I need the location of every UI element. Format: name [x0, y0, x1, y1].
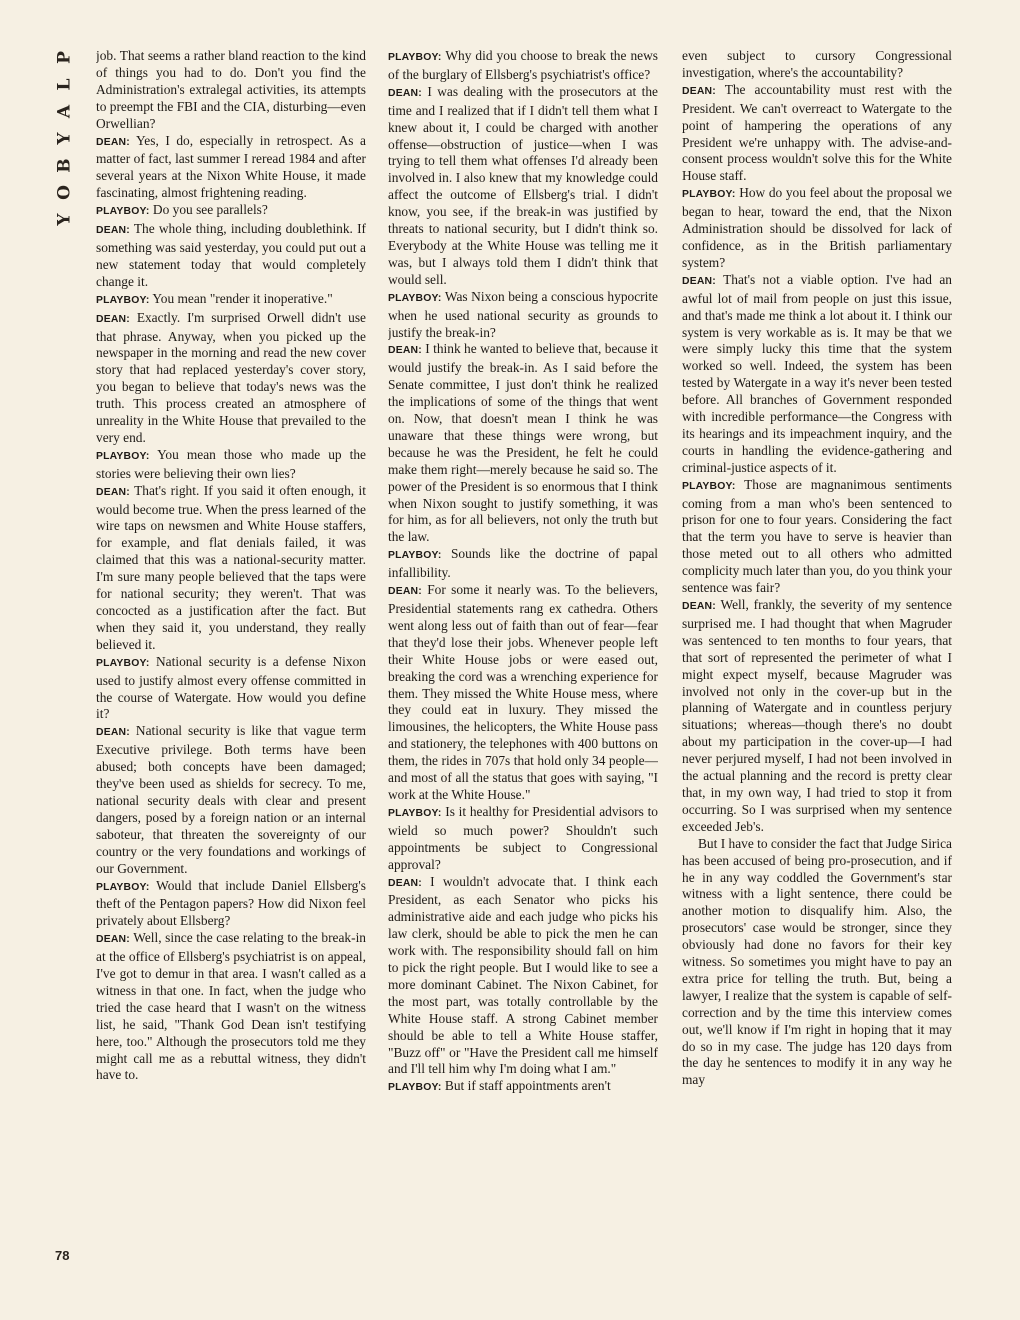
- paragraph-text: Was Nixon being a conscious hypocrite when he used national security as grounds to justify the break-in?: [388, 288, 658, 340]
- speaker-label: DEAN:: [96, 934, 130, 946]
- speaker-label: DEAN:: [388, 877, 422, 889]
- paragraph-text: Well, frankly, the severity of my sentence surprised me. I had thought that when Magruder was sentenced to ten months to four years, that that sort of represented the perimeter of what I might expect myself, because Magruder was involved not only in the cover-up but in the planning of Watergate and in countless perjury situations; whereas—though there's no doubt about my participation in the cover-up—I had never perjured myself, I had not been involved in the actual planning and the record is pretty clear that, in my own way, I had tried to stop it from occurring. So I was surprised when my sentence exceeded Jeb's.: [682, 597, 952, 834]
- speaker-label: PLAYBOY:: [388, 1082, 442, 1094]
- paragraph-text: Is it healthy for Presidential advisors to wield so much power? Shouldn't such appointments be subject to Congressional approval?: [388, 803, 658, 872]
- speaker-label: DEAN:: [96, 727, 130, 739]
- paragraph-text: Why did you choose to break the news of the burglary of Ellsberg's psychiatrist's office?: [388, 48, 658, 82]
- speaker-label: DEAN:: [388, 345, 422, 357]
- paragraph-text: National security is like that vague term Executive privilege. Both terms have been abused; both concepts have been damaged; they've been used as shields for secrecy. To me, national security deals with clear and present dangers, posed by a foreign nation or an internal saboteur, that threaten the sovereignty of our country or the very foundations and workings of our Government.: [96, 723, 366, 876]
- masthead-letter: B: [54, 158, 75, 173]
- paragraph-text: I was dealing with the prosecutors at the time and I realized that if I didn't tell them what I knew about it, I could be charged with another offense—obstruction of justice—when I was trying to tell them what offenses I'd already been involved in. I also knew that my knowledge could affect the outcome of Ellsberg's trial. I didn't know, you see, if the break-in was justified by threats to national security, but I didn't think so. Everybody at the White House was telling me it was, but I always told them I didn't think that would sell.: [388, 83, 658, 287]
- speaker-label: PLAYBOY:: [388, 807, 442, 819]
- masthead-letter: O: [54, 185, 75, 200]
- speaker-label: PLAYBOY:: [96, 657, 150, 669]
- paragraph-text: Yes, I do, especially in retrospect. As a matter of fact, last summer I reread 1984 and after several years at the Nixon White House, it made fascinating, almost frightening reading.: [96, 132, 366, 201]
- speaker-label: PLAYBOY:: [388, 292, 442, 304]
- masthead-letter: Y: [54, 132, 75, 145]
- interview-paragraph: [96, 930, 366, 1084]
- page-number: 78: [55, 1248, 70, 1263]
- speaker-label: DEAN:: [682, 275, 716, 287]
- interview-paragraph: [682, 185, 952, 272]
- interview-paragraph: [388, 804, 658, 874]
- speaker-label: PLAYBOY:: [388, 52, 442, 63]
- interview-paragraph: [388, 341, 658, 546]
- interview-paragraph: [388, 582, 658, 804]
- text-column-3: [682, 48, 952, 1263]
- paragraph-text: National security is a defense Nixon used to justify almost every offense committed in the course of Watergate. How would you define it?: [96, 653, 366, 722]
- speaker-label: DEAN:: [682, 85, 716, 97]
- speaker-label: PLAYBOY:: [96, 450, 150, 462]
- speaker-label: DEAN:: [96, 225, 130, 237]
- speaker-label: PLAYBOY:: [682, 189, 736, 201]
- masthead-letter: Y: [54, 213, 75, 226]
- interview-paragraph: [682, 82, 952, 185]
- masthead-letter: A: [54, 104, 75, 119]
- interview-paragraph: [388, 289, 658, 342]
- paragraph-text: I wouldn't advocate that. I think each President, as each Senator who picks his administrative aide and each judge who picks his law clerk, should be able to pick the men he can work with. The responsibility should fall on him to pick the right people. But I would like to see a more dominant Cabinet. The Nixon Cabinet, for the most part, was totally controllable by the White House staff. A strong Cabinet member should be able to tell a White House staffer, "Buzz off" or "Have the President call me himself and I'll tell him why I'm doing what I am.": [388, 873, 658, 1077]
- interview-paragraph: [96, 654, 366, 724]
- magazine-masthead: [54, 44, 76, 233]
- paragraph-text: Do you see parallels?: [152, 202, 268, 218]
- speaker-label: DEAN:: [388, 87, 422, 99]
- paragraph-text: even subject to cursory Congressional investigation, where's the accountability?: [682, 48, 952, 80]
- paragraph-text: I think he wanted to believe that, because it would justify the break-in. As I said before the Senate committee, I just don't think he realized the implications of some of the things that went on. Now, that doesn't mean I think he was unaware that these things were wrong, but because he was the President, he felt he could make them right—merely because he said so. The power of the President is so enormous that I think when Nixon sought to justify something, it was for him, as for all believers, not only the truth but the law.: [388, 341, 658, 545]
- paragraph-text: You mean those who made up the stories were believing their own lies?: [96, 446, 366, 481]
- interview-paragraph: [388, 84, 658, 289]
- interview-paragraph: [96, 133, 366, 203]
- interview-paragraph: [682, 272, 952, 477]
- paragraph-text: The whole thing, including doublethink. If something was said yesterday, you could put out a new statement today that would completely change it.: [96, 221, 366, 289]
- paragraph-text: That's not a viable option. I've had an awful lot of mail from people on just this issue, and that's made me think a lot about it. I think our system is very workable as is. It may be that we were simply lucky this time that the system worked so well. Indeed, the system has been tested by Watergate in a way it's never been tested before. All branches of Government responded with incredible performance—the Congress with its hearings and its impeachment inquiry, and the courts in handling the evidence-gathering and criminal-justice aspects of it.: [682, 271, 952, 475]
- paragraph-text: For some it nearly was. To the believers, Presidential statements rang ex cathedra. Others went along less out of faith than out of fear—fear that they'd lose their jobs. Whenever people left their White House jobs or were eased out, breaking the cord was a wrenching experience for them. They missed the White House mess, where they could eat in luxury. They missed the limousines, the helicopters, the White House pass and stationery, the telephones with 400 buttons on them, the rides in 707s that hold only 34 people—and most of all the status that goes with saying, "I work at the White House.": [388, 582, 658, 802]
- speaker-label: DEAN:: [682, 601, 716, 612]
- text-column-2: [388, 48, 658, 1263]
- interview-paragraph: [96, 310, 366, 447]
- paragraph-text: But I have to consider the fact that Judge Sirica has been accused of being pro-prosecution, and if he in any way coddled the Government's star witness with a light sentence, there could be another motion to disqualify him. Also, the prosecutors' case would be stronger, since they obviously had done no favors for their key witness. So sometimes you might have to pay an extra price for telling the truth. But, being a lawyer, I realize that the system is capable of self-correction and by the time this interview comes out, we'll know if I'm right in hoping that it may do so in my case. The judge has 120 days from the day he sentences to modify it in any way he may: [682, 835, 952, 1088]
- interview-paragraph: [682, 597, 952, 836]
- speaker-label: PLAYBOY:: [682, 480, 736, 492]
- paragraph-text: job. That seems a rather bland reaction to the kind of things you had to do. Don't you find the Administration's extralegal activities, its attempts to preempt the FBI and the CIA, disturbing—even Orwellian?: [96, 48, 366, 131]
- interview-paragraph: [96, 48, 366, 133]
- interview-paragraph: [388, 1078, 658, 1097]
- paragraph-text: Sounds like the doctrine of papal infallibility.: [388, 546, 658, 581]
- paragraph-text: That's right. If you said it often enough, it would become true. When the press learned of the wire taps on newsmen and White House staffers, for example, and flat denials failed, it was claimed that this was a national-security matter. I'm sure many people believed that the taps were for national security; they weren't. That was concocted as a justification after the fact. But when they said it, you understand, they really believed it.: [96, 482, 366, 652]
- paragraph-text: You mean "render it inoperative.": [152, 290, 333, 306]
- paragraph-text: Exactly. I'm surprised Orwell didn't use that phrase. Anyway, when you picked up the newspaper in the morning and read the new cover story that had replaced yesterday's cover story, you began to believe that today's news was the truth. This process created an atmosphere of unreality in the White House that prevailed to the very end.: [96, 309, 366, 445]
- interview-paragraph: [388, 546, 658, 582]
- speaker-label: DEAN:: [96, 313, 130, 325]
- speaker-label: DEAN:: [96, 136, 130, 148]
- speaker-label: PLAYBOY:: [96, 206, 150, 218]
- interview-paragraph: [682, 836, 952, 1090]
- speaker-label: PLAYBOY:: [96, 294, 150, 306]
- paragraph-text: Those are magnanimous sentiments coming from a man who's been sentenced to prison for one to four years. Considering the fact that the term you have to serve is heavier than those meted out to all others who admitted complicity much later than you, do you think your sentence was fair?: [682, 476, 952, 596]
- interview-paragraph: [96, 447, 366, 483]
- paragraph-text: Would that include Daniel Ellsberg's theft of the Pentagon papers? How did Nixon feel privately about Ellsberg?: [96, 877, 366, 929]
- paragraph-text: But if staff appointments aren't: [444, 1078, 611, 1094]
- text-column-1: [96, 48, 366, 1263]
- masthead-letter: L: [54, 78, 75, 91]
- interview-paragraph: [388, 48, 658, 84]
- interview-paragraph: [96, 878, 366, 931]
- interview-paragraph: [96, 291, 366, 310]
- interview-paragraph: [388, 874, 658, 1079]
- paragraph-text: How do you feel about the proposal we began to hear, toward the end, that the Nixon Administration should be dissolved for lack of confidence, as in the British parliamentary system?: [682, 185, 952, 270]
- interview-paragraph: [96, 221, 366, 291]
- interview-paragraph: [96, 202, 366, 221]
- interview-paragraph: [96, 483, 366, 654]
- interview-paragraph: [96, 723, 366, 877]
- speaker-label: PLAYBOY:: [388, 550, 442, 562]
- masthead-letter: P: [54, 51, 75, 64]
- interview-paragraph: [682, 48, 952, 82]
- speaker-label: DEAN:: [388, 586, 422, 598]
- paragraph-text: The accountability must rest with the President. We can't overreact to Watergate to the point of hampering the operations of any President we're unhappy with. The advise-and-consent process wouldn't solve this for the White House staff.: [682, 81, 952, 184]
- paragraph-text: Well, since the case relating to the break-in at the office of Ellsberg's psychiatrist is on appeal, I've got to demur in that area. I wasn't called as a witness in that one. In fact, when the judge who tried the case heard that I wasn't on the witness list, he said, "Thank God Dean isn't testifying here, too." Although the prosecutors told me they might call me as a rebuttal witness, they didn't have to.: [96, 930, 366, 1083]
- interview-paragraph: [682, 477, 952, 597]
- speaker-label: DEAN:: [96, 486, 130, 498]
- speaker-label: PLAYBOY:: [96, 881, 150, 893]
